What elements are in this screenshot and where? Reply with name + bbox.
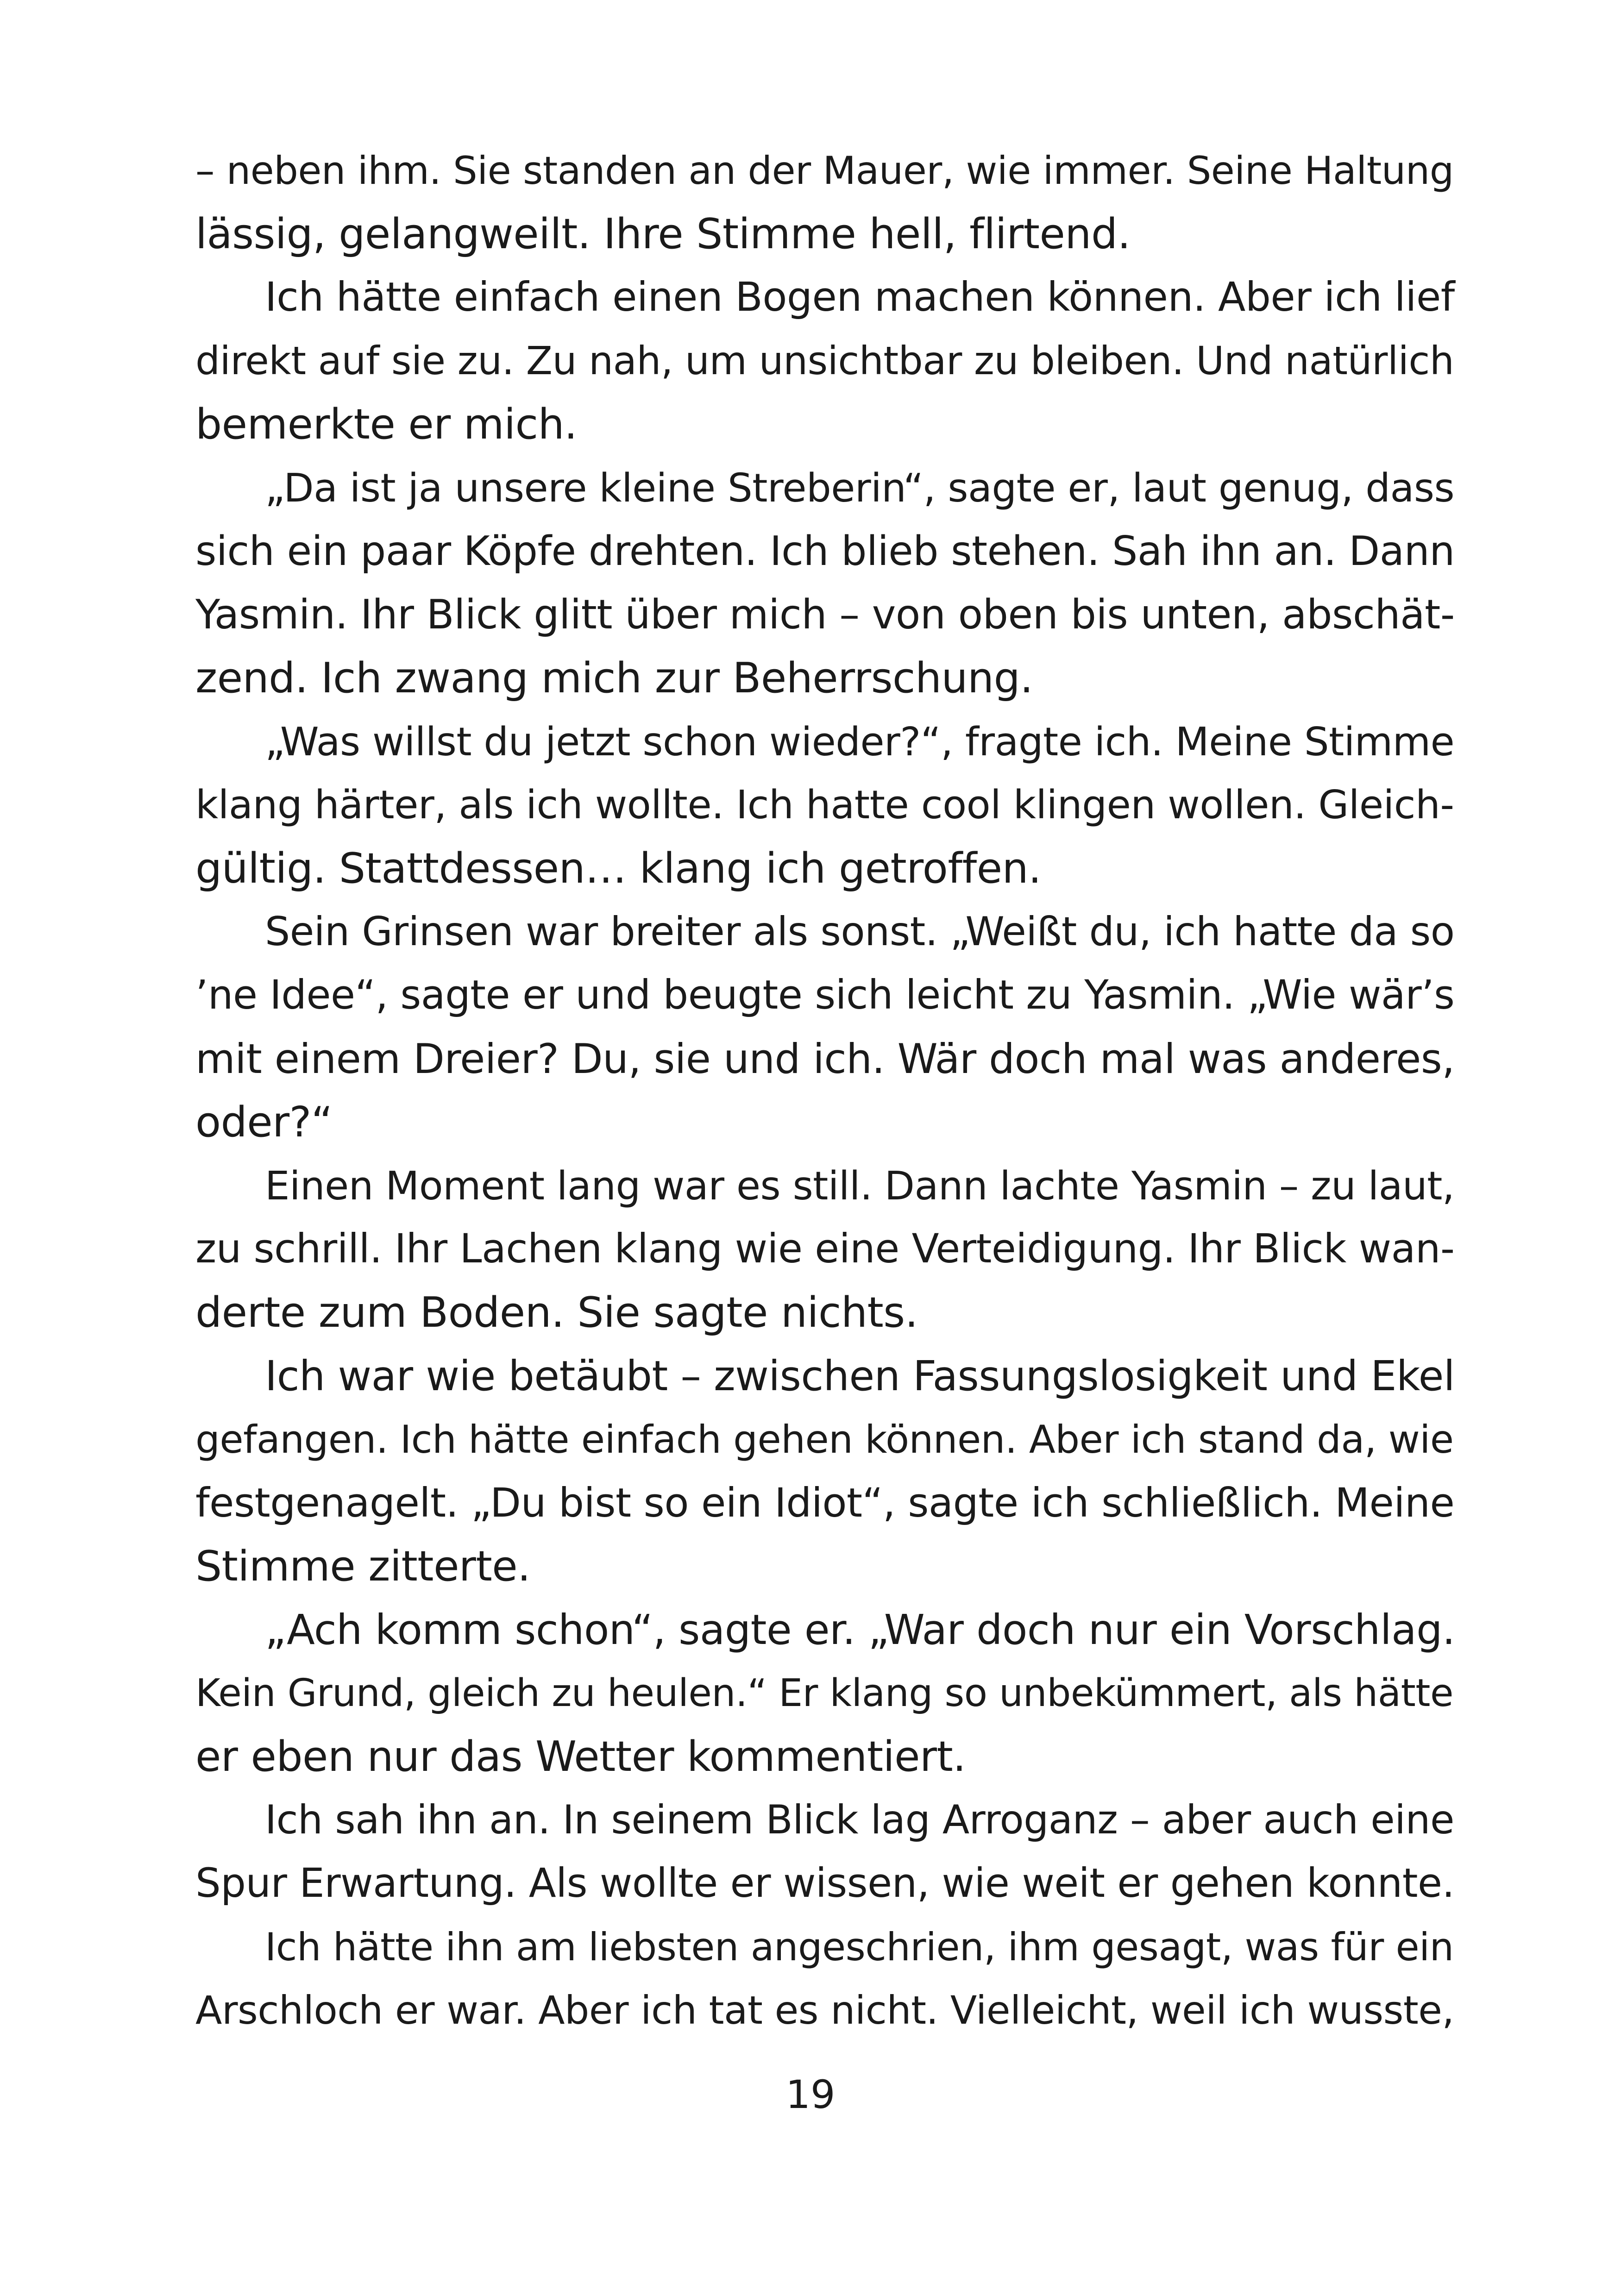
paragraph-start-line: Ich hätte ihn am liebsten angeschrien, ihm gesagt, was für ein xyxy=(265,1925,1454,1970)
text-line: sich ein paar Köpfe drehten. Ich blieb stehen. Sah ihn an. Dann xyxy=(195,527,1455,575)
body-text xyxy=(195,139,1455,2042)
paragraph-start-line: Ich war wie betäubt – zwischen Fassungslosigkeit und Ekel xyxy=(265,1352,1455,1400)
paragraph-start-line: Ich sah ihn an. In seinem Blick lag Arroganz – aber auch eine xyxy=(265,1797,1454,1843)
text-line: derte zum Boden. Sie sagte nichts. xyxy=(195,1288,918,1337)
paragraph-start-line: Ich hätte einfach einen Bogen machen können. Aber ich lief xyxy=(265,274,1455,320)
text-line: Stimme zitterte. xyxy=(195,1542,531,1591)
text-line: Arschloch er war. Aber ich tat es nicht. Vielleicht, weil ich wusste, xyxy=(195,1988,1454,2033)
text-line: Spur Erwartung. Als wollte er wissen, wie weit er gehen konnte. xyxy=(195,1860,1455,1907)
text-line: zu schrill. Ihr Lachen klang wie eine Verteidigung. Ihr Blick wan- xyxy=(195,1226,1455,1272)
text-line: – neben ihm. Sie standen an der Mauer, wie immer. Seine Haltung xyxy=(195,148,1454,193)
text-line: klang härter, als ich wollte. Ich hatte cool klingen wollen. Gleich- xyxy=(195,782,1454,828)
text-line: Kein Grund, gleich zu heulen.“ Er klang so unbekümmert, als hätte xyxy=(195,1671,1453,1715)
text-line: gültig. Stattdessen… klang ich getroffen. xyxy=(195,844,1042,893)
text-line: festgenagelt. „Du bist so ein Idiot“, sagte ich schließlich. Meine xyxy=(195,1480,1455,1526)
text-line: ’ne Idee“, sagte er und beugte sich leicht zu Yasmin. „Wie wär’s xyxy=(195,972,1455,1018)
text-line: bemerkte er mich. xyxy=(195,400,578,449)
text-line: er eben nur das Wetter kommentiert. xyxy=(195,1732,966,1781)
paragraph-start-line: Sein Grinsen war breiter als sonst. „Weißt du, ich hatte da so xyxy=(265,909,1455,955)
text-line: gefangen. Ich hätte einfach gehen können. Aber ich stand da, wie xyxy=(195,1417,1454,1462)
page-number: 19 xyxy=(785,2072,836,2117)
paragraph-start-line: „Ach komm schon“, sagte er. „War doch nur ein Vorschlag. xyxy=(265,1606,1455,1654)
paragraph-start-line: „Da ist ja unsere kleine Streberin“, sagte er, laut genug, dass xyxy=(265,465,1455,511)
text-line: mit einem Dreier? Du, sie und ich. Wär doch mal was anderes, xyxy=(195,1035,1455,1083)
text-line: Yasmin. Ihr Blick glitt über mich – von oben bis unten, abschät- xyxy=(195,591,1455,638)
text-line: zend. Ich zwang mich zur Beherrschung. xyxy=(195,654,1033,703)
paragraph-start-line: Einen Moment lang war es still. Dann lachte Yasmin – zu laut, xyxy=(265,1163,1455,1209)
text-line: oder?“ xyxy=(195,1098,333,1147)
text-line: direkt auf sie zu. Zu nah, um unsichtbar zu bleiben. Und natürlich xyxy=(195,338,1454,383)
text-line: lässig, gelangweilt. Ihre Stimme hell, flirtend. xyxy=(195,210,1131,258)
paragraph-start-line: „Was willst du jetzt schon wieder?“, fragte ich. Meine Stimme xyxy=(265,719,1455,765)
